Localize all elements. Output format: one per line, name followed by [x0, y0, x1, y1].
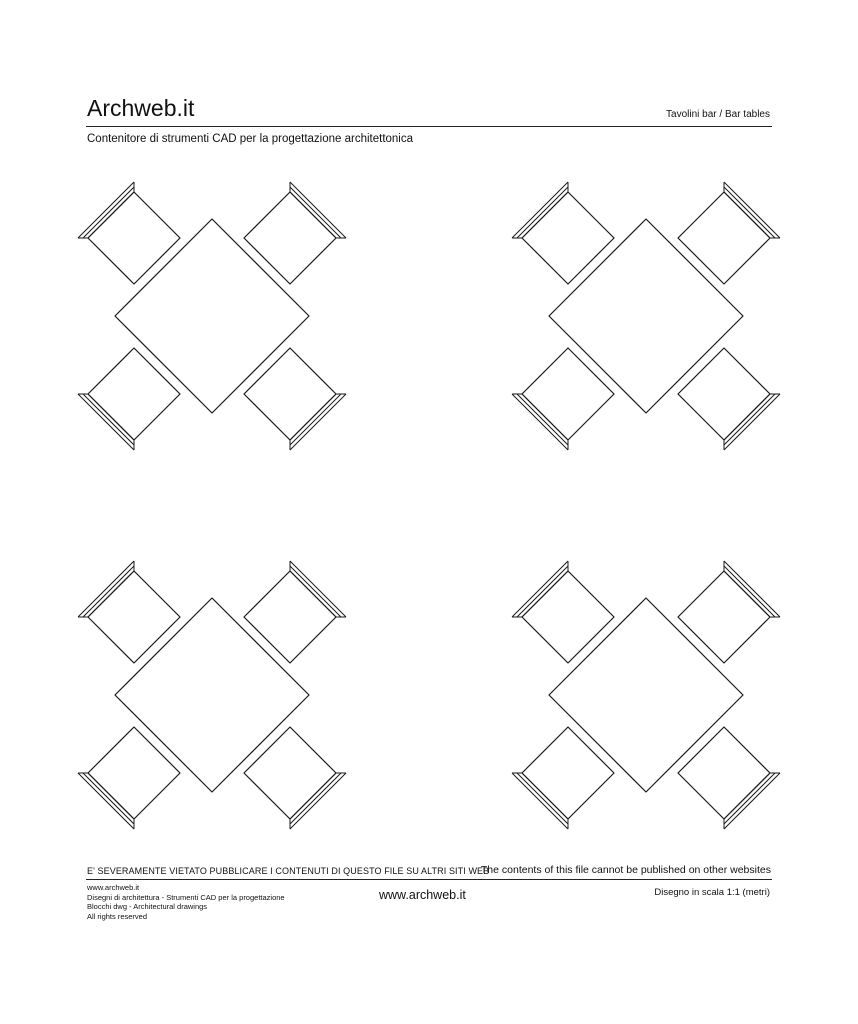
footer-line: Disegni di architettura - Strumenti CAD per la progettazione [87, 892, 285, 902]
footer-line: Blocchi dwg - Architectural drawings [87, 902, 208, 912]
table-set-top-right [512, 182, 780, 450]
footer-line: www.archweb.it [87, 883, 140, 892]
table-set-top-left [78, 182, 346, 450]
warning-english: The contents of this file cannot be published on other websites [480, 864, 771, 876]
table-set-bottom-right [512, 561, 780, 829]
brand-title: Archweb.it [87, 95, 195, 121]
footer-website: www.archweb.it [379, 888, 466, 902]
table-set-bottom-left [78, 561, 346, 829]
footer-divider [86, 879, 772, 880]
warning-italian: E' SEVERAMENTE VIETATO PUBBLICARE I CONTENUTI DI QUESTO FILE SU ALTRI SITI WEB [87, 866, 490, 876]
footer-line: All rights reserved [87, 911, 148, 921]
drawing-subject: Tavolini bar / Bar tables [666, 109, 770, 120]
drawing-scale: Disegno in scala 1:1 (metri) [654, 887, 770, 898]
footer-credits [87, 883, 285, 921]
tagline: Contenitore di strumenti CAD per la progettazione architettonica [87, 133, 414, 145]
